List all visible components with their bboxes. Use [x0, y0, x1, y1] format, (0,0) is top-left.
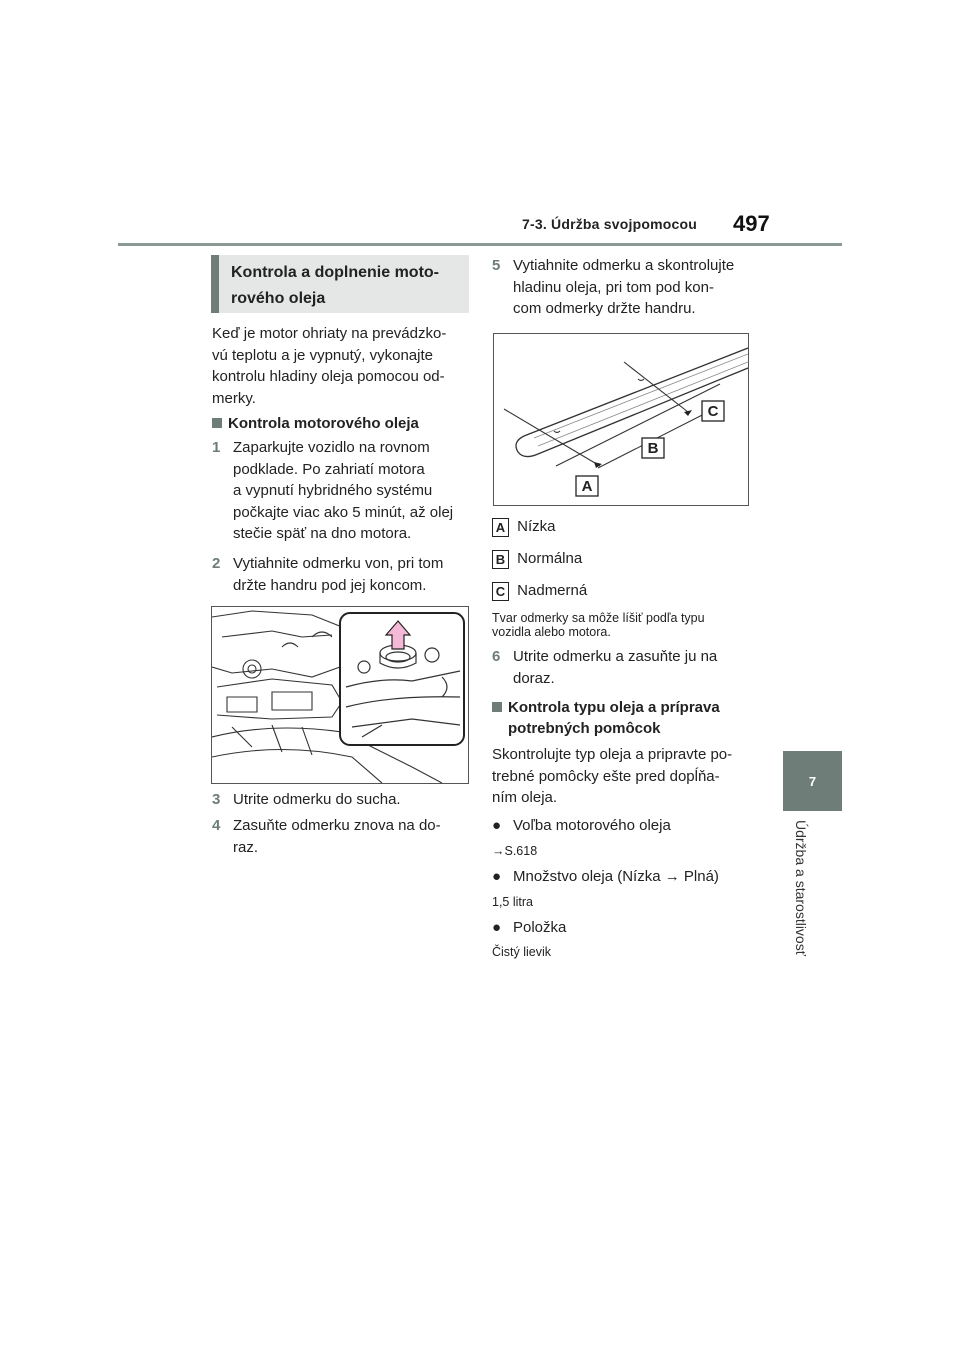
legend-text: Nízka	[517, 518, 556, 535]
step-line: stečie späť na dno motora.	[233, 525, 412, 542]
step-line: Utrite odmerku do sucha.	[233, 791, 401, 808]
bullet-dot-icon: ●	[492, 868, 502, 885]
dipstick-note	[492, 612, 762, 639]
dipstick-label-a: A	[581, 478, 593, 495]
prep-line: trebné pomôcky ešte pred dopĺňa-	[492, 767, 720, 785]
step-line: držte handru pod jej koncom.	[233, 576, 427, 594]
intro-line: vú teplotu a je vypnutý, vykonajte	[212, 346, 433, 364]
step-line: Zasuňte odmerku znova na do-	[233, 817, 441, 834]
dipstick-illustration	[493, 333, 749, 506]
step-line: Vytiahnite odmerku von, pri tom	[233, 555, 444, 572]
step-number: 1	[212, 439, 221, 456]
note-line: Tvar odmerky sa môže líšiť podľa typu	[492, 611, 705, 625]
prep-paragraph	[492, 744, 762, 809]
item-detail: Čistý lievik	[492, 945, 552, 959]
page-number: 497	[733, 211, 770, 236]
step-number: 6	[492, 648, 501, 665]
header-rule	[118, 243, 842, 246]
section-title-line1: Kontrola a doplnenie moto-	[231, 264, 439, 281]
subheading-oil-check	[212, 413, 419, 434]
item-detail: →S.618	[492, 844, 538, 858]
prep-line: ním oleja.	[492, 789, 558, 806]
legend-text: Normálna	[517, 550, 583, 567]
subheading-text: Kontrola motorového oleja	[228, 415, 419, 432]
intro-line: Keď je motor ohriaty na prevádzko-	[212, 325, 447, 342]
step-line: a vypnutí hybridného systému	[233, 482, 433, 499]
legend-c	[492, 580, 587, 602]
chapter-title-vertical: Údržba a starostlivosť	[793, 820, 809, 956]
dipstick-label-b: B	[647, 440, 659, 457]
chapter-tab	[783, 751, 842, 811]
legend-b	[492, 548, 582, 570]
dipstick-label-c: C	[707, 403, 719, 420]
legend-text: Nadmerná	[517, 582, 588, 599]
running-header-title: 7-3. Údržba svojpomocou	[522, 216, 697, 232]
item-title: Položka	[513, 919, 567, 936]
bullet-dot-icon: ●	[492, 817, 502, 834]
step-line: Vytiahnite odmerku a skontrolujte	[513, 257, 735, 274]
intro-line: kontrolu hladiny oleja pomocou od-	[212, 368, 445, 385]
square-bullet-icon	[212, 418, 222, 428]
step-line: Utrite odmerku a zasuňte ju na	[513, 648, 718, 665]
legend-letter: C	[492, 582, 509, 601]
intro-line: merky.	[212, 389, 256, 407]
item-title: Voľba motorového oleja	[513, 817, 671, 834]
step-number: 5	[492, 257, 501, 274]
subheading-text: Kontrola typu oleja a príprava	[508, 699, 720, 716]
step-line: raz.	[233, 838, 259, 856]
item-title: Množstvo oleja (Nízka → Plná)	[513, 868, 719, 885]
prep-line: Skontrolujte typ oleja a pripravte po-	[492, 746, 733, 763]
section-title-box	[211, 255, 469, 313]
subheading-text: potrebných pomôcok	[508, 720, 661, 737]
step-number: 3	[212, 791, 221, 808]
legend-a	[492, 516, 556, 538]
step-number: 4	[212, 817, 221, 834]
step-number: 2	[212, 555, 221, 572]
note-line: vozidla alebo motora.	[492, 624, 611, 639]
item-detail: 1,5 litra	[492, 895, 533, 909]
step-line: Zaparkujte vozidlo na rovnom	[233, 439, 430, 456]
engine-bay-illustration	[211, 606, 469, 784]
step-line: podklade. Po zahriatí motora	[233, 460, 425, 478]
step-line: com odmerky držte handru.	[513, 300, 696, 317]
subheading-oil-type	[492, 697, 762, 739]
bullet-dot-icon: ●	[492, 919, 502, 936]
section-title-line2: rového oleja	[231, 290, 326, 307]
step-line: hladinu oleja, pri tom pod kon-	[513, 278, 714, 296]
chapter-number: 7	[808, 773, 817, 789]
legend-letter: B	[492, 550, 509, 569]
intro-paragraph	[212, 323, 474, 409]
step-line: počkajte viac ako 5 minút, až olej	[233, 503, 454, 521]
legend-letter: A	[492, 518, 509, 537]
step-line: doraz.	[513, 669, 555, 687]
square-bullet-icon	[492, 702, 502, 712]
